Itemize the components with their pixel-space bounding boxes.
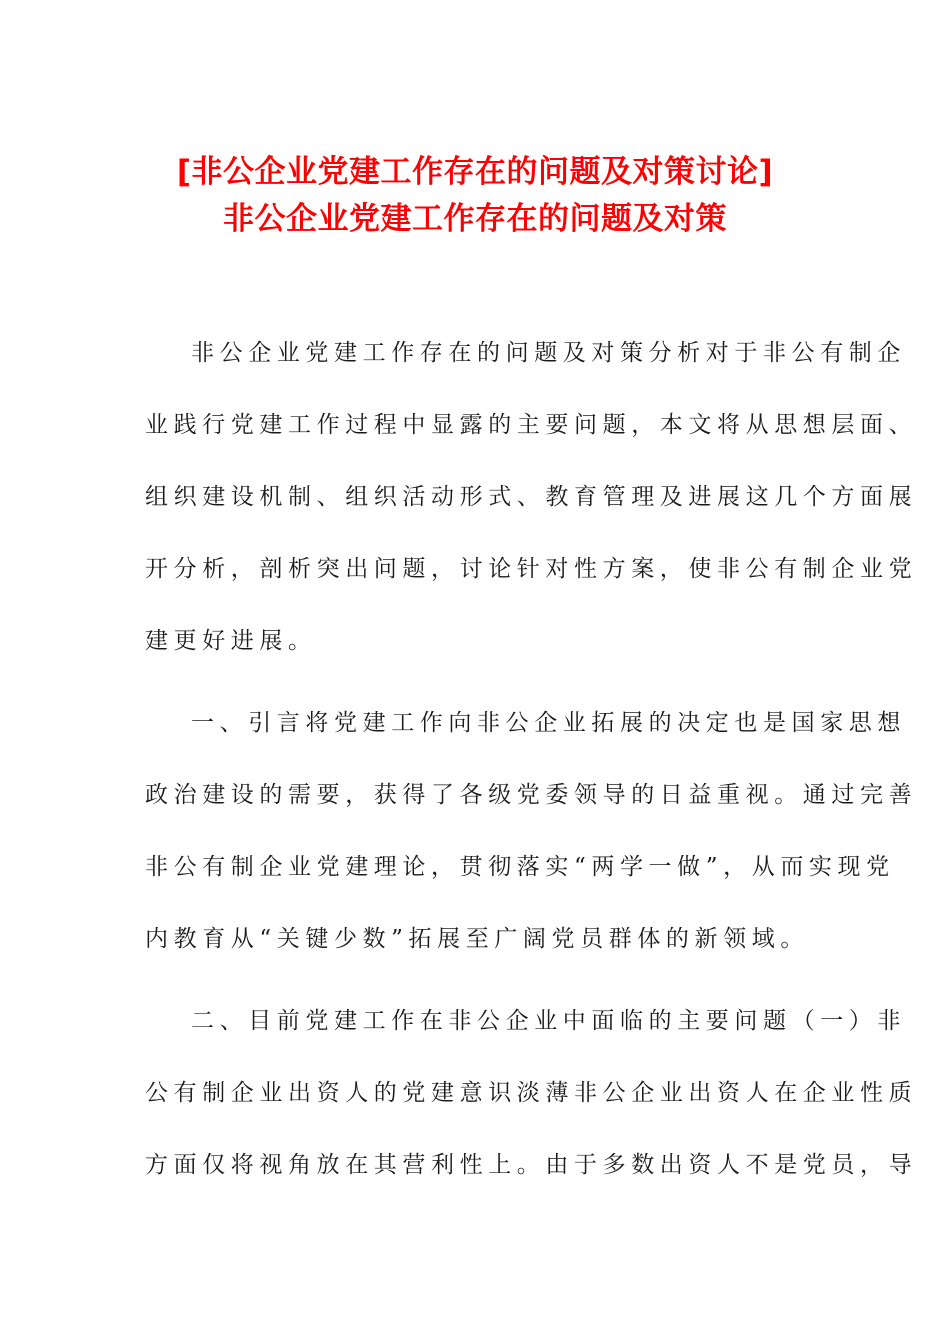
paragraph-2-line-4: 内教育从“关键少数”拓展至广阔党员群体的新领域。 (145, 926, 809, 952)
document-title-line-1: [非公企业党建工作存在的问题及对策讨论] (176, 154, 774, 190)
paragraph-1-line-4: 开分析，剖析突出问题，讨论针对性方案，使非公有制企业党 (145, 556, 918, 582)
paragraph-3-line-2: 公有制企业出资人的党建意识淡薄非公企业出资人在企业性质 (145, 1080, 918, 1106)
paragraph-2-line-2: 政治建设的需要，获得了各级党委领导的日益重视。通过完善 (145, 782, 918, 808)
paragraph-1-line-3: 组织建设机制、组织活动形式、教育管理及进展这几个方面展 (145, 484, 918, 510)
paragraph-2-line-1: 一、引言将党建工作向非公企业拓展的决定也是国家思想 (191, 710, 906, 736)
paragraph-1-line-2: 业践行党建工作过程中显露的主要问题，本文将从思想层面、 (145, 412, 918, 438)
paragraph-1-line-5: 建更好进展。 (145, 628, 317, 654)
paragraph-2-line-3: 非公有制企业党建理论，贯彻落实“两学一做”，从而实现党 (145, 854, 895, 880)
paragraph-3-line-1: 二、目前党建工作在非公企业中面临的主要问题（一）非 (191, 1008, 906, 1034)
paragraph-1-line-1: 非公企业党建工作存在的问题及对策分析对于非公有制企 (191, 340, 906, 366)
paragraph-3-line-3: 方面仅将视角放在其营利性上。由于多数出资人不是党员，导 (145, 1152, 918, 1178)
document-title-line-2: 非公企业党建工作存在的问题及对策 (223, 201, 727, 237)
